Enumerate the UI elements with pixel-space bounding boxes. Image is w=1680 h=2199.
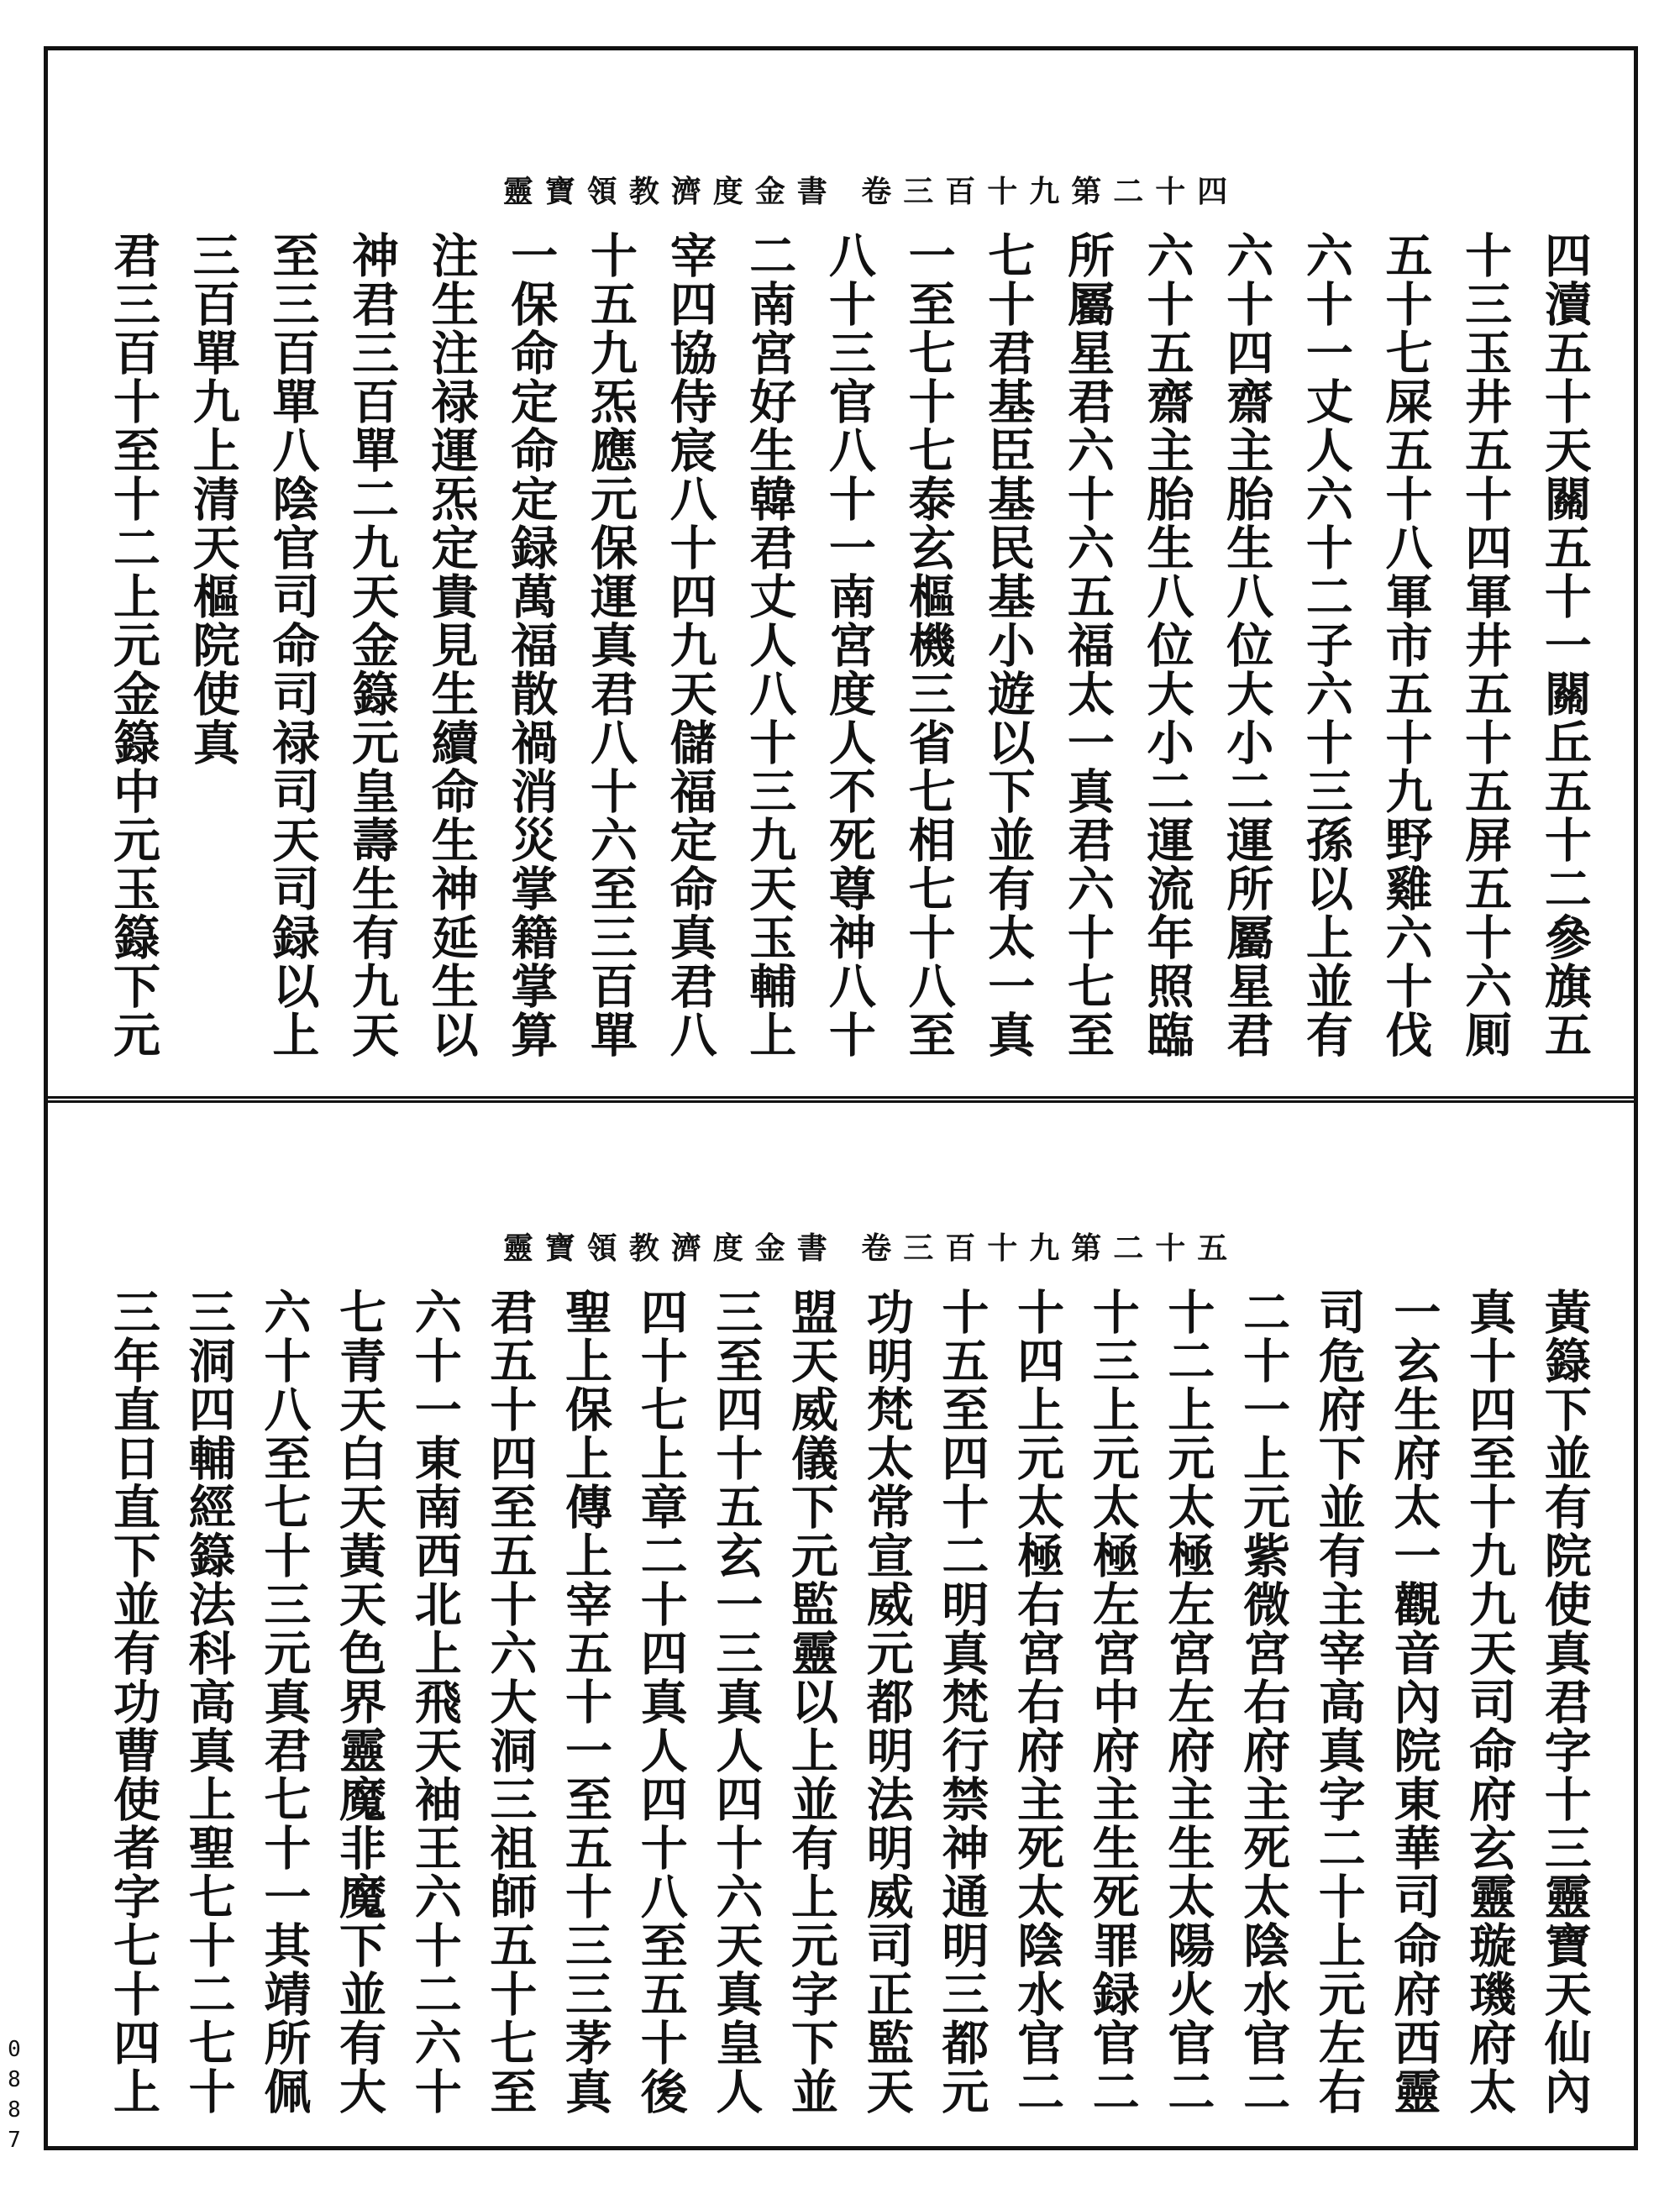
- top-page: [48, 50, 1634, 1096]
- text-column: 五十七屎五十八軍市五十九野雞六十伐: [1378, 231, 1434, 1059]
- text-column: 聖上保上傳上宰五十一至五十三三茅真: [558, 1288, 614, 2116]
- text-column: 十三上元太極左宮中府主生死罪録官二: [1084, 1288, 1141, 2116]
- text-column: 四瀆五十天關五十一關丘五十二參旗五: [1536, 231, 1593, 1059]
- text-column: 十四上元太極右宮右府主死太陰水官二: [1010, 1288, 1066, 2116]
- text-column: 三洞四輔經籙法科高真上聖七十二七十: [181, 1288, 237, 2116]
- text-column: 四十七上章二十四真人四十八至五十後: [633, 1288, 689, 2116]
- top-page-text-columns: [98, 231, 1600, 1071]
- text-column: 三至四十五玄一三真人四十六天真皇人: [708, 1288, 764, 2116]
- scripture-page-frame: [44, 46, 1638, 2150]
- text-column: 六十四齋主胎生八位大小二運所屬星君: [1219, 231, 1275, 1059]
- text-column: 六十一丈人六十二子六十三孫以上並有: [1298, 231, 1354, 1059]
- text-column: 司危府下並有主宰高真字二十上元左右: [1310, 1288, 1367, 2116]
- text-column: 二南宮好生韓君丈人八十三九天玉輔上: [742, 231, 798, 1059]
- text-column: 功明梵太常宣威元都明法明威司正監天: [858, 1288, 915, 2116]
- text-column: 盟天威儀下元監靈以上並有上元字下並: [784, 1288, 840, 2116]
- text-column: 君三百十至十二上元金籙中元玉籙下元: [106, 231, 161, 1059]
- text-column: 一保命定命定録萬福散禍消災掌籍掌算: [503, 231, 559, 1059]
- text-column: 六十五齋主胎生八位大小二運流年照臨: [1139, 231, 1195, 1059]
- text-column: 十二上元太極左宮左府主生太陽火官二: [1160, 1288, 1216, 2116]
- text-column: 三年直日直下並有功曹使者字七十四上: [106, 1288, 161, 2116]
- text-column: 十三玉井五十四軍井五十五屏五十六厠: [1457, 231, 1514, 1059]
- text-column: 七青天白天黃天色界靈魔非魔下並有大: [332, 1288, 388, 2116]
- text-column: 宰四協侍宸八十四九天儲福定命真君八: [662, 231, 718, 1059]
- text-column: 神君三百單二九天金籙元皇壽生有九天: [344, 231, 400, 1059]
- text-column: 十五至四十二明真梵行禁神通明三都元: [934, 1288, 990, 2116]
- text-column: 注生注禄運炁定貴見生續命生神延生以: [423, 231, 480, 1059]
- text-column: 至三百單八陰官司命司禄司天司録以上: [265, 231, 321, 1059]
- text-column: 十五九炁應元保運真君八十六至三百單: [582, 231, 638, 1059]
- top-page-header: 靈寶領教濟度金書 卷三百十九第二十四: [502, 174, 1240, 209]
- text-column: 八十三官八十一南宮度人不死尊神八十: [821, 231, 877, 1059]
- text-column: 一玄生府太一觀音內院東華司命府西靈: [1386, 1288, 1442, 2116]
- page-divider: [48, 1096, 1634, 1103]
- bottom-page: [48, 1107, 1634, 2146]
- text-column: 黃籙下並有院使真君字十三靈寶天仙內: [1536, 1288, 1593, 2116]
- text-column: 六十八至七十三元真君七十一其靖所佩: [256, 1288, 312, 2116]
- text-column: 一至七十七泰玄樞機三省七相七十八至: [900, 231, 957, 1059]
- text-column: 二十一上元紫微宮右府主死太陰水官二: [1236, 1288, 1292, 2116]
- bottom-page-text-columns: [98, 1288, 1600, 2128]
- text-column: 真十四至十九九天司命府玄靈璇璣府太: [1462, 1288, 1518, 2116]
- text-column: 七十君基臣基民基小遊以下並有太一真: [980, 231, 1037, 1059]
- text-column: 六十一東南西北上飛天袖王六十二六十: [407, 1288, 463, 2116]
- text-column: 君五十四至五十六大洞三祖師五十七至: [482, 1288, 538, 2116]
- text-column: 所屬星君六十六五福太一真君六十七至: [1059, 231, 1116, 1059]
- text-column: 三百單九上清天樞院使真: [185, 231, 241, 767]
- side-page-number: 0887: [2, 2037, 27, 2158]
- bottom-page-header: 靈寶領教濟度金書 卷三百十九第二十五: [502, 1231, 1240, 1266]
